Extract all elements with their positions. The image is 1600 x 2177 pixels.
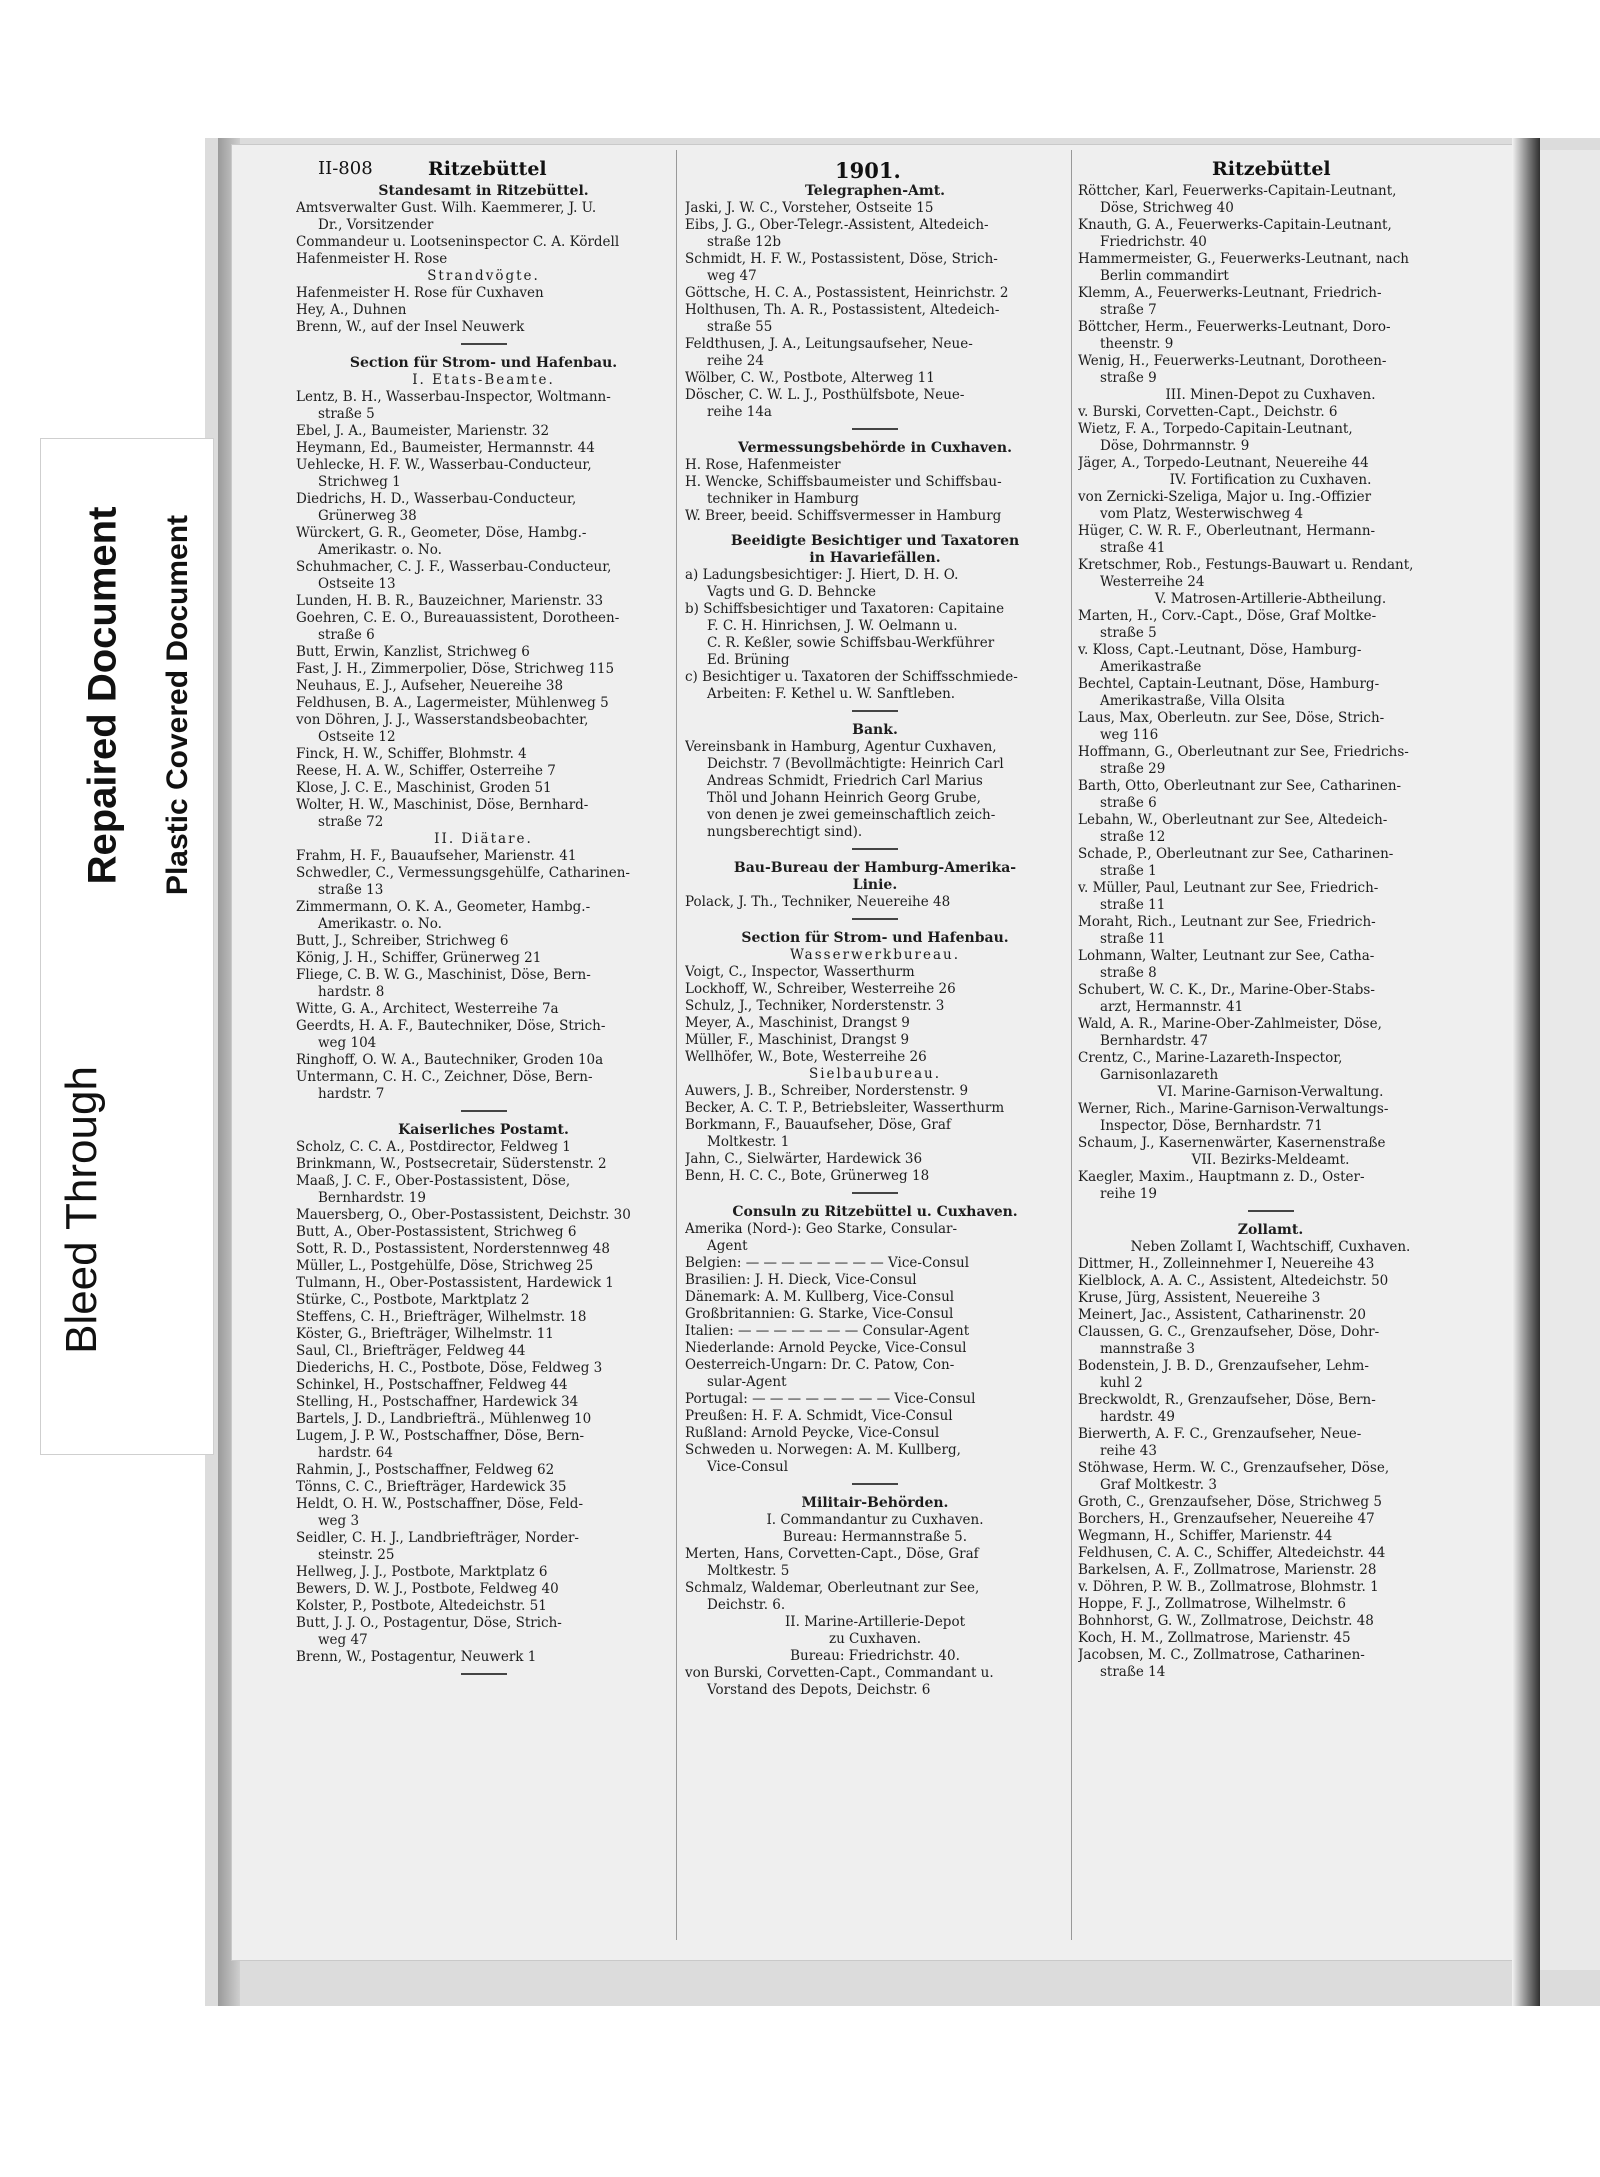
directory-entry: Hammermeister, G., Feuerwerks-Leutnant, nach [1078, 251, 1409, 267]
directory-entry: Bierwerth, A. F. C., Grenzaufseher, Neue- [1078, 1426, 1362, 1442]
directory-entry: straße 55 [707, 319, 773, 335]
directory-entry: Lunden, H. B. R., Bauzeichner, Marienstr. 33 [296, 593, 604, 609]
directory-entry: H. Rose, Hafenmeister [685, 457, 841, 473]
directory-entry: hardstr. 49 [1100, 1409, 1175, 1425]
directory-entry: weg 116 [1100, 727, 1159, 743]
directory-entry: Kielblock, A. A. C., Assistent, Altedeichstr. 50 [1078, 1273, 1389, 1289]
directory-entry: Niederlande: Arnold Peycke, Vice-Consul [685, 1340, 967, 1356]
directory-entry: Hafenmeister H. Rose [296, 251, 448, 267]
directory-entry: Witte, G. A., Architect, Westerreihe 7a [296, 1001, 559, 1017]
directory-entry: c) Besichtiger u. Taxatoren der Schiffsschmiede- [685, 669, 1018, 685]
directory-entry: Ed. Brüning [707, 652, 790, 668]
section-rule [461, 1110, 507, 1112]
section-rule [852, 428, 898, 430]
directory-entry: Deichstr. 6. [707, 1597, 786, 1613]
directory-entry: hardstr. 64 [318, 1445, 393, 1461]
directory-entry: Moraht, Rich., Leutnant zur See, Friedrich- [1078, 914, 1376, 930]
directory-entry: Schweden u. Norwegen: A. M. Kullberg, [685, 1442, 961, 1458]
directory-entry: straße 11 [1100, 897, 1166, 913]
directory-entry: reihe 19 [1100, 1186, 1157, 1202]
directory-column-2 [685, 183, 1065, 1699]
directory-entry: Bechtel, Captain-Leutnant, Döse, Hamburg- [1078, 676, 1380, 692]
section-heading: Militair-Behörden. [801, 1495, 949, 1511]
directory-entry: Breckwoldt, R., Grenzaufseher, Döse, Bern- [1078, 1392, 1376, 1408]
directory-entry: Würckert, G. R., Geometer, Döse, Hambg.- [296, 525, 587, 541]
subsection-heading: zu Cuxhaven. [828, 1631, 922, 1647]
directory-entry: Feldhusen, B. A., Lagermeister, Mühlenweg 5 [296, 695, 609, 711]
directory-entry: Lohmann, Walter, Leutnant zur See, Catha- [1078, 948, 1375, 964]
directory-entry: Amerikastr. o. No. [318, 542, 442, 558]
directory-entry: Frahm, H. F., Bauaufseher, Marienstr. 41 [296, 848, 577, 864]
directory-entry: straße 1 [1100, 863, 1157, 879]
directory-entry: von Zernicki-Szeliga, Major u. Ing.-Offizier [1078, 489, 1372, 505]
directory-entry: W. Breer, beeid. Schiffsvermesser in Hamburg [685, 508, 1002, 524]
directory-entry: straße 41 [1100, 540, 1166, 556]
column-rule [1071, 150, 1072, 1940]
directory-entry: Butt, Erwin, Kanzlist, Strichweg 6 [296, 644, 530, 660]
directory-entry: Geerdts, H. A. F., Bautechniker, Döse, Strich- [296, 1018, 606, 1034]
directory-entry: Claussen, G. C., Grenzaufseher, Döse, Dohr- [1078, 1324, 1380, 1340]
subsection-heading: Wasserwerkbureau. [789, 947, 961, 963]
directory-entry: v. Döhren, P. W. B., Zollmatrose, Blohmstr. 1 [1078, 1579, 1379, 1595]
directory-entry: von Döhren, J. J., Wasserstandsbeobachter, [296, 712, 589, 728]
directory-entry: Hey, A., Duhnen [296, 302, 407, 318]
directory-entry: mannstraße 3 [1100, 1341, 1195, 1357]
directory-entry: straße 7 [1100, 302, 1157, 318]
subsection-heading: I. Commandantur zu Cuxhaven. [766, 1512, 984, 1528]
subsection-heading: Strandvögte. [427, 268, 540, 284]
subsection-heading: Neben Zollamt I, Wachtschiff, Cuxhaven. [1130, 1239, 1411, 1255]
directory-entry: Agent [707, 1238, 748, 1254]
page-gutter [1512, 138, 1540, 2006]
directory-entry: Wegmann, H., Schiffer, Marienstr. 44 [1078, 1528, 1333, 1544]
directory-entry: Wenig, H., Feuerwerks-Leutnant, Dorotheen- [1078, 353, 1387, 369]
running-head-year: 1901. [835, 158, 901, 183]
directory-entry: Bodenstein, J. B. D., Grenzaufseher, Lehm- [1078, 1358, 1369, 1374]
section-rule [852, 1192, 898, 1194]
directory-entry: hardstr. 8 [318, 984, 385, 1000]
directory-entry: Grünerweg 38 [318, 508, 417, 524]
directory-entry: Röttcher, Karl, Feuerwerks-Capitain-Leutnant, [1078, 183, 1397, 199]
subsection-heading: VII. Bezirks-Meldeamt. [1191, 1152, 1350, 1168]
directory-entry: Merten, Hans, Corvetten-Capt., Döse, Graf [685, 1546, 979, 1562]
directory-entry: Diedrichs, H. D., Wasserbau-Conducteur, [296, 491, 577, 507]
directory-entry: vom Platz, Westerwischweg 4 [1100, 506, 1304, 522]
directory-entry: Böttcher, Herm., Feuerwerks-Leutnant, Doro- [1078, 319, 1391, 335]
directory-entry: Klose, J. C. E., Maschinist, Groden 51 [296, 780, 552, 796]
directory-entry: Müller, F., Maschinist, Drangst 9 [685, 1032, 910, 1048]
directory-entry: v. Burski, Corvetten-Capt., Deichstr. 6 [1078, 404, 1338, 420]
directory-entry: Heymann, Ed., Baumeister, Hermannstr. 44 [296, 440, 595, 456]
section-heading: Vermessungsbehörde in Cuxhaven. [738, 440, 1012, 456]
section-heading: Bank. [852, 722, 898, 738]
directory-entry: Brasilien: J. H. Dieck, Vice-Consul [685, 1272, 917, 1288]
directory-entry: kuhl 2 [1100, 1375, 1143, 1391]
subsection-heading: VI. Marine-Garnison-Verwaltung. [1157, 1084, 1384, 1100]
directory-entry: von denen je zwei gemeinschaftlich zeich- [707, 807, 996, 823]
directory-entry: Crentz, C., Marine-Lazareth-Inspector, [1078, 1050, 1343, 1066]
directory-entry: Reese, H. A. W., Schiffer, Osterreihe 7 [296, 763, 556, 779]
directory-entry: Wellhöfer, W., Bote, Westerreihe 26 [685, 1049, 927, 1065]
directory-entry: theenstr. 9 [1100, 336, 1174, 352]
directory-entry: Commandeur u. Lootseninspector C. A. Kördell [296, 234, 620, 250]
directory-entry: techniker in Hamburg [707, 491, 859, 507]
bleed-through-label: Bleed Through [57, 1066, 107, 1354]
directory-entry: weg 47 [318, 1632, 368, 1648]
directory-entry: weg 104 [318, 1035, 377, 1051]
directory-entry: Lebahn, W., Oberleutnant zur See, Altedeich- [1078, 812, 1388, 828]
section-heading: Beeidigte Besichtiger und Taxatoren [730, 533, 1020, 549]
directory-entry: Italien: — — — — — — — Consular-Agent [685, 1323, 970, 1339]
directory-entry: Köster, G., Briefträger, Wilhelmstr. 11 [296, 1326, 554, 1342]
directory-entry: straße 12b [707, 234, 781, 250]
directory-entry: Eibs, J. G., Ober-Telegr.-Assistent, Altedeich- [685, 217, 989, 233]
directory-entry: Hoppe, F. J., Zollmatrose, Wilhelmstr. 6 [1078, 1596, 1346, 1612]
repaired-document-label: Repaired Document [80, 506, 125, 884]
directory-entry: Lockhoff, W., Schreiber, Westerreihe 26 [685, 981, 956, 997]
directory-entry: Fliege, C. B. W. G., Maschinist, Döse, Bern- [296, 967, 591, 983]
directory-entry: Uehlecke, H. F. W., Wasserbau-Conducteur, [296, 457, 592, 473]
section-rule [852, 848, 898, 850]
subsection-heading: Bureau: Hermannstraße 5. [782, 1529, 968, 1545]
directory-entry: Marten, H., Corv.-Capt., Döse, Graf Moltke- [1078, 608, 1377, 624]
directory-entry: hardstr. 7 [318, 1086, 385, 1102]
directory-column-3 [1078, 183, 1463, 1681]
directory-entry: Bernhardstr. 47 [1100, 1033, 1208, 1049]
directory-entry: Klemm, A., Feuerwerks-Leutnant, Friedrich- [1078, 285, 1382, 301]
subsection-heading: I. Etats-Beamte. [412, 372, 555, 388]
directory-entry: Koch, H. M., Zollmatrose, Marienstr. 45 [1078, 1630, 1351, 1646]
directory-entry: Borchers, H., Grenzaufseher, Neuereihe 47 [1078, 1511, 1375, 1527]
directory-entry: sular-Agent [707, 1374, 787, 1390]
directory-entry: Graf Moltkestr. 3 [1100, 1477, 1217, 1493]
directory-entry: Saul, Cl., Briefträger, Feldweg 44 [296, 1343, 526, 1359]
directory-entry: Groth, C., Grenzaufseher, Döse, Strichweg 5 [1078, 1494, 1382, 1510]
directory-entry: Göttsche, H. C. A., Postassistent, Heinrichstr. 2 [685, 285, 1009, 301]
directory-entry: Döse, Dohrmannstr. 9 [1100, 438, 1250, 454]
directory-entry: Brinkmann, W., Postsecretair, Süderstenstr. 2 [296, 1156, 607, 1172]
directory-entry: Vagts und G. D. Behncke [707, 584, 877, 600]
directory-entry: Belgien: — — — — — — — — Vice-Consul [685, 1255, 970, 1271]
directory-entry: Jahn, C., Sielwärter, Hardewick 36 [685, 1151, 923, 1167]
directory-entry: Barkelsen, A. F., Zollmatrose, Marienstr. 28 [1078, 1562, 1377, 1578]
directory-entry: Kruse, Jürg, Assistent, Neuereihe 3 [1078, 1290, 1321, 1306]
directory-entry: Amerikastr. o. No. [318, 916, 442, 932]
directory-entry: Tulmann, H., Ober-Postassistent, Hardewick 1 [296, 1275, 614, 1291]
directory-entry: Stürke, C., Postbote, Marktplatz 2 [296, 1292, 530, 1308]
directory-entry: arzt, Hermannstr. 41 [1100, 999, 1244, 1015]
directory-entry: straße 11 [1100, 931, 1166, 947]
directory-entry: weg 47 [707, 268, 757, 284]
directory-entry: Kolster, P., Postbote, Altedeichstr. 51 [296, 1598, 547, 1614]
directory-entry: Ostseite 13 [318, 576, 396, 592]
directory-entry: straße 14 [1100, 1664, 1166, 1680]
directory-entry: a) Ladungsbesichtiger: J. Hiert, D. H. O. [685, 567, 959, 583]
directory-entry: Lentz, B. H., Wasserbau-Inspector, Woltmann- [296, 389, 611, 405]
directory-entry: Barth, Otto, Oberleutnant zur See, Catharinen- [1078, 778, 1402, 794]
directory-entry: Brenn, W., Postagentur, Neuwerk 1 [296, 1649, 537, 1665]
section-heading: Telegraphen-Amt. [804, 183, 946, 199]
spacer [685, 525, 1065, 533]
directory-entry: Rahmin, J., Postschaffner, Feldweg 62 [296, 1462, 555, 1478]
directory-entry: weg 3 [318, 1513, 360, 1529]
directory-entry: Hüger, C. W. R. F., Oberleutnant, Hermann- [1078, 523, 1376, 539]
directory-entry: Berlin commandirt [1100, 268, 1229, 284]
directory-entry: Finck, H. W., Schiffer, Blohmstr. 4 [296, 746, 527, 762]
directory-entry: straße 5 [318, 406, 375, 422]
directory-entry: Stelling, H., Postschaffner, Hardewick 34 [296, 1394, 579, 1410]
column-rule [676, 150, 677, 1940]
directory-entry: Bartels, J. D., Landbriefträ., Mühlenweg 10 [296, 1411, 592, 1427]
directory-entry: Butt, J. J. O., Postagentur, Döse, Strich- [296, 1615, 562, 1631]
section-heading: Section für Strom- und Hafenbau. [349, 355, 618, 371]
directory-entry: Dr., Vorsitzender [318, 217, 434, 233]
directory-entry: Amerikastraße [1100, 659, 1202, 675]
directory-entry: steinstr. 25 [318, 1547, 395, 1563]
directory-entry: Strichweg 1 [318, 474, 401, 490]
directory-entry: Feldthusen, J. A., Leitungsaufseher, Neue- [685, 336, 973, 352]
directory-entry: Amerikastraße, Villa Olsita [1100, 693, 1285, 709]
directory-entry: Dänemark: A. M. Kullberg, Vice-Consul [685, 1289, 955, 1305]
directory-entry: Sott, R. D., Postassistent, Norderstennweg 48 [296, 1241, 610, 1257]
directory-entry: Stöhwase, Herm. W. C., Grenzaufseher, Döse, [1078, 1460, 1390, 1476]
directory-entry: Mauersberg, O., Ober-Postassistent, Deichstr. 30 [296, 1207, 631, 1223]
directory-entry: Heldt, O. H. W., Postschaffner, Döse, Feld- [296, 1496, 584, 1512]
section-heading: in Havariefällen. [809, 550, 941, 566]
directory-entry: Amerika (Nord-): Geo Starke, Consular- [685, 1221, 958, 1237]
directory-entry: Wölber, C. W., Postbote, Alterweg 11 [685, 370, 935, 386]
directory-entry: Becker, A. C. T. P., Betriebsleiter, Wasserthurm [685, 1100, 1005, 1116]
directory-entry: reihe 43 [1100, 1443, 1157, 1459]
directory-entry: Ostseite 12 [318, 729, 396, 745]
section-heading: Bau-Bureau der Hamburg-Amerika- [733, 860, 1017, 876]
directory-entry: straße 9 [1100, 370, 1157, 386]
directory-entry: Preußen: H. F. A. Schmidt, Vice-Consul [685, 1408, 953, 1424]
directory-entry: Tönns, C. C., Briefträger, Hardewick 35 [296, 1479, 567, 1495]
directory-entry: Amtsverwalter Gust. Wilh. Kaemmerer, J. U. [296, 200, 597, 216]
directory-entry: Vereinsbank in Hamburg, Agentur Cuxhaven, [685, 739, 997, 755]
directory-entry: Butt, A., Ober-Postassistent, Strichweg 6 [296, 1224, 577, 1240]
directory-entry: Hellweg, J. J., Postbote, Marktplatz 6 [296, 1564, 548, 1580]
directory-entry: Polack, J. Th., Techniker, Neuereihe 48 [685, 894, 951, 910]
directory-entry: straße 6 [318, 627, 375, 643]
directory-entry: Vorstand des Depots, Deichstr. 6 [707, 1682, 931, 1698]
directory-entry: Schuhmacher, C. J. F., Wasserbau-Conducteur, [296, 559, 612, 575]
directory-entry: Thöl und Johann Heinrich Georg Grube, [707, 790, 981, 806]
directory-entry: Schulz, J., Techniker, Norderstenstr. 3 [685, 998, 945, 1014]
directory-entry: Oesterreich-Ungarn: Dr. C. Patow, Con- [685, 1357, 955, 1373]
directory-entry: Moltkestr. 1 [707, 1134, 790, 1150]
directory-entry: C. R. Keßler, sowie Schiffsbau-Werkführer [707, 635, 995, 651]
directory-entry: Brenn, W., auf der Insel Neuwerk [296, 319, 525, 335]
directory-entry: Maaß, J. C. F., Ober-Postassistent, Döse, [296, 1173, 571, 1189]
directory-entry: H. Wencke, Schiffsbaumeister und Schiffsbau- [685, 474, 1002, 490]
directory-entry: Voigt, C., Inspector, Wasserthurm [685, 964, 915, 980]
section-heading: Section für Strom- und Hafenbau. [741, 930, 1009, 946]
directory-entry: reihe 24 [707, 353, 764, 369]
directory-entry: Neuhaus, E. J., Aufseher, Neuereihe 38 [296, 678, 564, 694]
subsection-heading: Bureau: Friedrichstr. 40. [790, 1648, 960, 1664]
directory-entry: straße 72 [318, 814, 384, 830]
directory-entry: Holthusen, Th. A. R., Postassistent, Altedeich- [685, 302, 1000, 318]
directory-entry: Schmalz, Waldemar, Oberleutnant zur See, [685, 1580, 980, 1596]
directory-entry: straße 5 [1100, 625, 1157, 641]
section-rule [461, 1673, 507, 1675]
directory-entry: Großbritannien: G. Starke, Vice-Consul [685, 1306, 954, 1322]
directory-entry: straße 29 [1100, 761, 1166, 777]
directory-entry: Vice-Consul [707, 1459, 789, 1475]
directory-entry: Garnisonlazareth [1100, 1067, 1219, 1083]
section-heading: Standesamt in Ritzebüttel. [378, 183, 589, 199]
directory-entry: v. Müller, Paul, Leutnant zur See, Friedrich- [1078, 880, 1379, 896]
directory-entry: Westerreihe 24 [1100, 574, 1205, 590]
running-head-right: Ritzebüttel [1212, 158, 1331, 180]
subsection-heading: II. Marine-Artillerie-Depot [784, 1614, 966, 1630]
directory-entry: b) Schiffsbesichtiger und Taxatoren: Capitaine [685, 601, 1005, 617]
subsection-heading: IV. Fortification zu Cuxhaven. [1169, 472, 1372, 488]
directory-entry: Butt, J., Schreiber, Strichweg 6 [296, 933, 509, 949]
directory-entry: Bohnhorst, G. W., Zollmatrose, Deichstr. 48 [1078, 1613, 1374, 1629]
directory-entry: Meinert, Jac., Assistent, Catharinenstr. 20 [1078, 1307, 1366, 1323]
directory-entry: Jäger, A., Torpedo-Leutnant, Neuereihe 44 [1078, 455, 1369, 471]
directory-entry: straße 8 [1100, 965, 1157, 981]
directory-entry: Goehren, C. E. O., Bureauassistent, Dorotheen- [296, 610, 620, 626]
running-head-left: Ritzebüttel [428, 158, 547, 180]
directory-entry: Friedrichstr. 40 [1100, 234, 1207, 250]
section-rule [461, 343, 507, 345]
directory-entry: Schaum, J., Kasernenwärter, Kasernenstraße [1078, 1135, 1386, 1151]
directory-entry: Portugal: — — — — — — — — Vice-Consul [685, 1391, 976, 1407]
directory-entry: Andreas Schmidt, Friedrich Carl Marius [707, 773, 983, 789]
directory-entry: nungsberechtigt sind). [707, 824, 863, 840]
directory-entry: Kretschmer, Rob., Festungs-Bauwart u. Rendant, [1078, 557, 1414, 573]
directory-entry: Steffens, C. H., Briefträger, Wilhelmstr. 18 [296, 1309, 587, 1325]
section-heading: Kaiserliches Postamt. [398, 1122, 569, 1138]
plastic-covered-label: Plastic Covered Document [161, 514, 194, 896]
directory-entry: von Burski, Corvetten-Capt., Commandant u. [685, 1665, 994, 1681]
directory-entry: Untermann, C. H. C., Zeichner, Döse, Bern- [296, 1069, 593, 1085]
directory-entry: Bernhardstr. 19 [318, 1190, 426, 1206]
section-rule [1248, 1210, 1294, 1212]
directory-entry: Schubert, W. C. K., Dr., Marine-Ober-Stabs- [1078, 982, 1375, 998]
directory-entry: Schwedler, C., Vermessungsgehülfe, Catharinen- [296, 865, 630, 881]
directory-entry: Wietz, F. A., Torpedo-Capitain-Leutnant, [1078, 421, 1353, 437]
directory-entry: Lugem, J. P. W., Postschaffner, Döse, Bern- [296, 1428, 585, 1444]
directory-entry: Ringhoff, O. W. A., Bautechniker, Groden 10a [296, 1052, 604, 1068]
section-heading: Linie. [852, 877, 898, 893]
subsection-heading: III. Minen-Depot zu Cuxhaven. [1165, 387, 1376, 403]
directory-entry: Rußland: Arnold Peycke, Vice-Consul [685, 1425, 940, 1441]
subsection-heading: II. Diätare. [434, 831, 533, 847]
directory-entry: Wald, A. R., Marine-Ober-Zahlmeister, Döse, [1078, 1016, 1382, 1032]
directory-entry: Wolter, H. W., Maschinist, Döse, Bernhard- [296, 797, 589, 813]
directory-entry: Dittmer, H., Zolleinnehmer I, Neuereihe 43 [1078, 1256, 1375, 1272]
section-heading: Consuln zu Ritzebüttel u. Cuxhaven. [732, 1204, 1018, 1220]
directory-entry: Seidler, C. H. J., Landbriefträger, Norder- [296, 1530, 579, 1546]
section-rule [852, 918, 898, 920]
directory-entry: Moltkestr. 5 [707, 1563, 790, 1579]
directory-entry: Döscher, C. W. L. J., Posthülfsbote, Neue- [685, 387, 965, 403]
directory-entry: Schmidt, H. F. W., Postassistent, Döse, Strich- [685, 251, 998, 267]
directory-entry: reihe 14a [707, 404, 772, 420]
directory-entry: Hoffmann, G., Oberleutnant zur See, Friedrichs- [1078, 744, 1409, 760]
next-page-edge [1540, 150, 1600, 1970]
directory-entry: Inspector, Döse, Bernhardstr. 71 [1100, 1118, 1323, 1134]
section-heading: Zollamt. [1237, 1222, 1304, 1238]
directory-entry: Ebel, J. A., Baumeister, Marienstr. 32 [296, 423, 550, 439]
directory-entry: Kaegler, Maxim., Hauptmann z. D., Oster- [1078, 1169, 1365, 1185]
directory-entry: Scholz, C. C. A., Postdirector, Feldweg 1 [296, 1139, 571, 1155]
subsection-heading: V. Matrosen-Artillerie-Abtheilung. [1154, 591, 1387, 607]
page-number: II-808 [318, 158, 373, 179]
directory-entry: Fast, J. H., Zimmerpolier, Döse, Strichweg 115 [296, 661, 615, 677]
directory-entry: F. C. H. Hinrichsen, J. W. Oelmann u. [707, 618, 958, 634]
directory-entry: Laus, Max, Oberleutn. zur See, Döse, Strich- [1078, 710, 1385, 726]
directory-entry: v. Kloss, Capt.-Leutnant, Döse, Hamburg- [1078, 642, 1362, 658]
directory-entry: Schinkel, H., Postschaffner, Feldweg 44 [296, 1377, 568, 1393]
directory-entry: Deichstr. 7 (Bevollmächtigte: Heinrich Carl [707, 756, 1004, 772]
directory-entry: Borkmann, F., Bauaufseher, Döse, Graf [685, 1117, 951, 1133]
section-rule [852, 1483, 898, 1485]
directory-entry: Zimmermann, O. K. A., Geometer, Hambg.- [296, 899, 591, 915]
directory-entry: straße 6 [1100, 795, 1157, 811]
directory-entry: Werner, Rich., Marine-Garnison-Verwaltungs- [1078, 1101, 1389, 1117]
directory-entry: Hafenmeister H. Rose für Cuxhaven [296, 285, 544, 301]
directory-entry: König, J. H., Schiffer, Grünerweg 21 [296, 950, 542, 966]
directory-entry: Bewers, D. W. J., Postbote, Feldweg 40 [296, 1581, 559, 1597]
directory-entry: Arbeiten: F. Kethel u. W. Sanftleben. [707, 686, 956, 702]
directory-entry: Diederichs, H. C., Postbote, Döse, Feldweg 3 [296, 1360, 603, 1376]
directory-entry: Benn, H. C. C., Bote, Grünerweg 18 [685, 1168, 930, 1184]
directory-column-1 [296, 183, 671, 1685]
directory-entry: Jacobsen, M. C., Zollmatrose, Catharinen- [1078, 1647, 1365, 1663]
directory-entry: straße 12 [1100, 829, 1166, 845]
directory-entry: Schade, P., Oberleutnant zur See, Catharinen- [1078, 846, 1394, 862]
directory-entry: Döse, Strichweg 40 [1100, 200, 1234, 216]
directory-entry: Knauth, G. A., Feuerwerks-Capitain-Leutnant, [1078, 217, 1392, 233]
directory-entry: Jaski, J. W. C., Vorsteher, Ostseite 15 [685, 200, 934, 216]
directory-entry: Feldhusen, C. A. C., Schiffer, Altedeichstr. 44 [1078, 1545, 1386, 1561]
subsection-heading: Sielbaubureau. [808, 1066, 942, 1082]
directory-entry: Meyer, A., Maschinist, Drangst 9 [685, 1015, 910, 1031]
section-rule [852, 710, 898, 712]
directory-entry: Auwers, J. B., Schreiber, Norderstenstr. 9 [685, 1083, 969, 1099]
directory-entry: Müller, L., Postgehülfe, Döse, Strichweg 25 [296, 1258, 594, 1274]
directory-entry: straße 13 [318, 882, 384, 898]
